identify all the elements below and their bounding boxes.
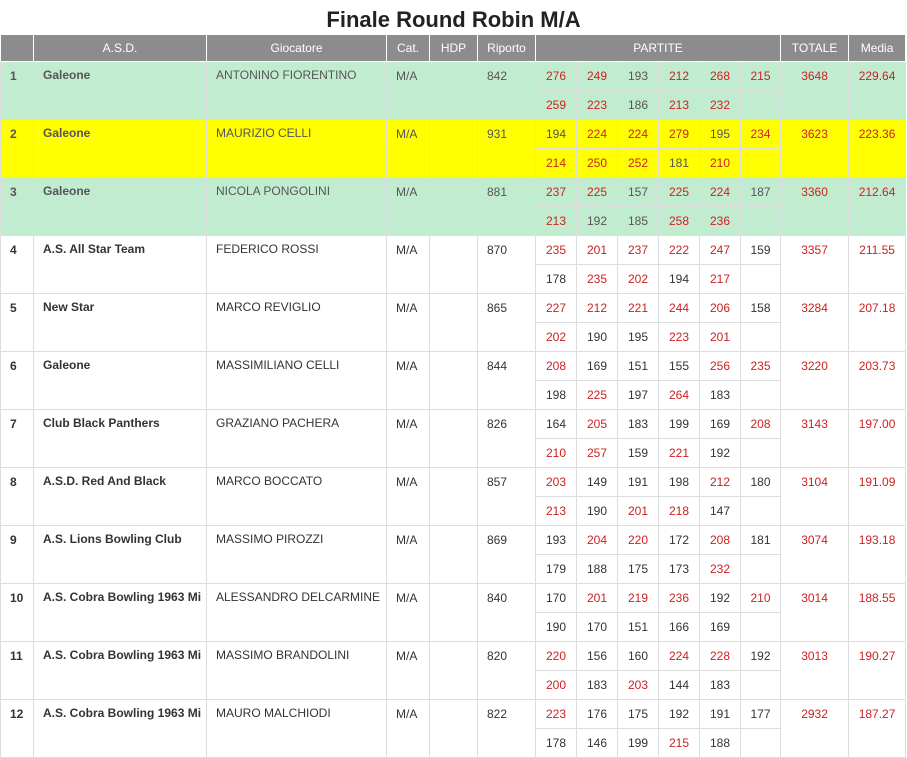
position-cell: 7 [1, 410, 34, 468]
riporto-cell: 844 [478, 352, 536, 410]
game-score-cell: 199 [659, 410, 700, 439]
game-score-cell: 170 [577, 613, 618, 642]
hdp-cell [430, 62, 478, 120]
game-score-cell: 222 [659, 236, 700, 265]
club-cell: Club Black Panthers [34, 410, 207, 468]
header-asd: A.S.D. [34, 35, 207, 62]
club-cell: Galeone [34, 178, 207, 236]
header-hdp: HDP [430, 35, 478, 62]
game-score-cell: 212 [577, 294, 618, 323]
game-score-cell: 258 [659, 207, 700, 236]
category-cell: M/A [387, 468, 430, 526]
game-score-cell: 147 [700, 497, 741, 526]
club-cell: A.S. Cobra Bowling 1963 Mi [34, 642, 207, 700]
header-giocatore: Giocatore [207, 35, 387, 62]
player-cell: GRAZIANO PACHERA [207, 410, 387, 468]
riporto-cell: 842 [478, 62, 536, 120]
game-score-cell: 208 [700, 526, 741, 555]
empty-score-cell [741, 149, 781, 178]
game-score-cell: 235 [536, 236, 577, 265]
game-score-cell: 159 [618, 439, 659, 468]
game-score-cell: 190 [536, 613, 577, 642]
game-score-cell: 212 [659, 62, 700, 91]
game-score-cell: 220 [536, 642, 577, 671]
game-score-cell: 237 [536, 178, 577, 207]
average-cell: 187.27 [849, 700, 906, 758]
empty-score-cell [741, 381, 781, 410]
game-score-cell: 217 [700, 265, 741, 294]
hdp-cell [430, 468, 478, 526]
game-score-cell: 192 [741, 642, 781, 671]
game-score-cell: 219 [618, 584, 659, 613]
club-cell: Galeone [34, 352, 207, 410]
game-score-cell: 237 [618, 236, 659, 265]
header-partite: PARTITE [536, 35, 781, 62]
game-score-cell: 201 [577, 584, 618, 613]
game-score-cell: 247 [700, 236, 741, 265]
game-score-cell: 187 [741, 178, 781, 207]
game-score-cell: 201 [700, 323, 741, 352]
riporto-cell: 931 [478, 120, 536, 178]
player-cell: ANTONINO FIORENTINO [207, 62, 387, 120]
category-cell: M/A [387, 62, 430, 120]
game-score-cell: 188 [577, 555, 618, 584]
game-score-cell: 155 [659, 352, 700, 381]
average-cell: 223.36 [849, 120, 906, 178]
game-score-cell: 220 [618, 526, 659, 555]
game-score-cell: 144 [659, 671, 700, 700]
game-score-cell: 235 [577, 265, 618, 294]
game-score-cell: 169 [700, 613, 741, 642]
game-score-cell: 183 [700, 671, 741, 700]
game-score-cell: 179 [536, 555, 577, 584]
position-cell: 9 [1, 526, 34, 584]
game-score-cell: 191 [700, 700, 741, 729]
total-cell: 3143 [781, 410, 849, 468]
game-score-cell: 264 [659, 381, 700, 410]
position-cell: 3 [1, 178, 34, 236]
hdp-cell [430, 584, 478, 642]
game-score-cell: 178 [536, 729, 577, 758]
average-cell: 193.18 [849, 526, 906, 584]
game-score-cell: 192 [700, 439, 741, 468]
empty-score-cell [741, 497, 781, 526]
average-cell: 212.64 [849, 178, 906, 236]
game-score-cell: 203 [536, 468, 577, 497]
hdp-cell [430, 120, 478, 178]
average-cell: 197.00 [849, 410, 906, 468]
empty-score-cell [741, 729, 781, 758]
game-score-cell: 172 [659, 526, 700, 555]
game-score-cell: 224 [659, 642, 700, 671]
game-score-cell: 213 [659, 91, 700, 120]
category-cell: M/A [387, 236, 430, 294]
game-score-cell: 195 [618, 323, 659, 352]
game-score-cell: 236 [659, 584, 700, 613]
game-score-cell: 227 [536, 294, 577, 323]
empty-score-cell [741, 439, 781, 468]
club-cell: A.S. Cobra Bowling 1963 Mi [34, 584, 207, 642]
position-cell: 8 [1, 468, 34, 526]
game-score-cell: 203 [618, 671, 659, 700]
game-score-cell: 252 [618, 149, 659, 178]
game-score-cell: 173 [659, 555, 700, 584]
category-cell: M/A [387, 294, 430, 352]
game-score-cell: 225 [659, 178, 700, 207]
game-score-cell: 256 [700, 352, 741, 381]
player-cell: MASSIMO BRANDOLINI [207, 642, 387, 700]
game-score-cell: 149 [577, 468, 618, 497]
position-cell: 2 [1, 120, 34, 178]
empty-score-cell [741, 613, 781, 642]
riporto-cell: 870 [478, 236, 536, 294]
hdp-cell [430, 294, 478, 352]
empty-score-cell [741, 265, 781, 294]
category-cell: M/A [387, 700, 430, 758]
game-score-cell: 198 [536, 381, 577, 410]
club-cell: New Star [34, 294, 207, 352]
table-row [1, 642, 906, 671]
total-cell: 3284 [781, 294, 849, 352]
game-score-cell: 157 [618, 178, 659, 207]
game-score-cell: 206 [700, 294, 741, 323]
game-score-cell: 193 [618, 62, 659, 91]
game-score-cell: 188 [700, 729, 741, 758]
position-cell: 4 [1, 236, 34, 294]
game-score-cell: 193 [536, 526, 577, 555]
game-score-cell: 210 [741, 584, 781, 613]
game-score-cell: 212 [700, 468, 741, 497]
empty-score-cell [741, 671, 781, 700]
game-score-cell: 198 [659, 468, 700, 497]
game-score-cell: 234 [741, 120, 781, 149]
average-cell: 190.27 [849, 642, 906, 700]
game-score-cell: 202 [618, 265, 659, 294]
game-score-cell: 181 [741, 526, 781, 555]
game-score-cell: 210 [700, 149, 741, 178]
table-row [1, 410, 906, 439]
game-score-cell: 202 [536, 323, 577, 352]
hdp-cell [430, 642, 478, 700]
game-score-cell: 186 [618, 91, 659, 120]
game-score-cell: 197 [618, 381, 659, 410]
game-score-cell: 169 [577, 352, 618, 381]
riporto-cell: 881 [478, 178, 536, 236]
average-cell: 191.09 [849, 468, 906, 526]
game-score-cell: 276 [536, 62, 577, 91]
game-score-cell: 213 [536, 497, 577, 526]
game-score-cell: 181 [659, 149, 700, 178]
riporto-cell: 826 [478, 410, 536, 468]
category-cell: M/A [387, 120, 430, 178]
game-score-cell: 268 [700, 62, 741, 91]
standings-table [0, 34, 906, 758]
game-score-cell: 224 [700, 178, 741, 207]
game-score-cell: 257 [577, 439, 618, 468]
riporto-cell: 822 [478, 700, 536, 758]
category-cell: M/A [387, 584, 430, 642]
game-score-cell: 191 [618, 468, 659, 497]
average-cell: 229.64 [849, 62, 906, 120]
game-score-cell: 214 [536, 149, 577, 178]
empty-score-cell [741, 207, 781, 236]
game-score-cell: 190 [577, 323, 618, 352]
total-cell: 3360 [781, 178, 849, 236]
average-cell: 207.18 [849, 294, 906, 352]
game-score-cell: 201 [618, 497, 659, 526]
game-score-cell: 195 [700, 120, 741, 149]
game-score-cell: 218 [659, 497, 700, 526]
total-cell: 3648 [781, 62, 849, 120]
game-score-cell: 146 [577, 729, 618, 758]
game-score-cell: 221 [659, 439, 700, 468]
table-row [1, 700, 906, 729]
club-cell: Galeone [34, 120, 207, 178]
game-score-cell: 151 [618, 613, 659, 642]
category-cell: M/A [387, 410, 430, 468]
game-score-cell: 177 [741, 700, 781, 729]
club-cell: Galeone [34, 62, 207, 120]
game-score-cell: 166 [659, 613, 700, 642]
table-row [1, 352, 906, 381]
riporto-cell: 869 [478, 526, 536, 584]
player-cell: MARCO REVIGLIO [207, 294, 387, 352]
game-score-cell: 183 [618, 410, 659, 439]
game-score-cell: 205 [577, 410, 618, 439]
hdp-cell [430, 700, 478, 758]
game-score-cell: 204 [577, 526, 618, 555]
header-pos [1, 35, 34, 62]
hdp-cell [430, 410, 478, 468]
game-score-cell: 192 [577, 207, 618, 236]
game-score-cell: 183 [577, 671, 618, 700]
average-cell: 203.73 [849, 352, 906, 410]
game-score-cell: 200 [536, 671, 577, 700]
game-score-cell: 192 [700, 584, 741, 613]
club-cell: A.S. All Star Team [34, 236, 207, 294]
average-cell: 188.55 [849, 584, 906, 642]
player-cell: NICOLA PONGOLINI [207, 178, 387, 236]
total-cell: 3220 [781, 352, 849, 410]
game-score-cell: 194 [536, 120, 577, 149]
empty-score-cell [741, 91, 781, 120]
position-cell: 1 [1, 62, 34, 120]
game-score-cell: 279 [659, 120, 700, 149]
game-score-cell: 159 [741, 236, 781, 265]
game-score-cell: 199 [618, 729, 659, 758]
total-cell: 3013 [781, 642, 849, 700]
table-row [1, 584, 906, 613]
total-cell: 3357 [781, 236, 849, 294]
game-score-cell: 236 [700, 207, 741, 236]
game-score-cell: 224 [618, 120, 659, 149]
riporto-cell: 820 [478, 642, 536, 700]
table-row [1, 178, 906, 207]
player-cell: MASSIMILIANO CELLI [207, 352, 387, 410]
game-score-cell: 151 [618, 352, 659, 381]
position-cell: 12 [1, 700, 34, 758]
game-score-cell: 185 [618, 207, 659, 236]
game-score-cell: 221 [618, 294, 659, 323]
game-score-cell: 224 [577, 120, 618, 149]
total-cell: 3014 [781, 584, 849, 642]
game-score-cell: 235 [741, 352, 781, 381]
game-score-cell: 223 [577, 91, 618, 120]
game-score-cell: 210 [536, 439, 577, 468]
table-row [1, 120, 906, 149]
game-score-cell: 175 [618, 700, 659, 729]
category-cell: M/A [387, 642, 430, 700]
game-score-cell: 158 [741, 294, 781, 323]
position-cell: 11 [1, 642, 34, 700]
position-cell: 5 [1, 294, 34, 352]
header-totale: TOTALE [781, 35, 849, 62]
game-score-cell: 225 [577, 178, 618, 207]
game-score-cell: 213 [536, 207, 577, 236]
player-cell: MAURO MALCHIODI [207, 700, 387, 758]
game-score-cell: 232 [700, 91, 741, 120]
game-score-cell: 215 [659, 729, 700, 758]
player-cell: MAURIZIO CELLI [207, 120, 387, 178]
game-score-cell: 223 [659, 323, 700, 352]
game-score-cell: 194 [659, 265, 700, 294]
game-score-cell: 208 [536, 352, 577, 381]
game-score-cell: 232 [700, 555, 741, 584]
position-cell: 6 [1, 352, 34, 410]
riporto-cell: 840 [478, 584, 536, 642]
game-score-cell: 249 [577, 62, 618, 91]
player-cell: MARCO BOCCATO [207, 468, 387, 526]
header-media: Media [849, 35, 906, 62]
game-score-cell: 183 [700, 381, 741, 410]
player-cell: ALESSANDRO DELCARMINE [207, 584, 387, 642]
hdp-cell [430, 236, 478, 294]
club-cell: A.S. Cobra Bowling 1963 Mi [34, 700, 207, 758]
game-score-cell: 223 [536, 700, 577, 729]
game-score-cell: 190 [577, 497, 618, 526]
game-score-cell: 259 [536, 91, 577, 120]
hdp-cell [430, 526, 478, 584]
game-score-cell: 175 [618, 555, 659, 584]
game-score-cell: 244 [659, 294, 700, 323]
player-cell: FEDERICO ROSSI [207, 236, 387, 294]
game-score-cell: 192 [659, 700, 700, 729]
table-row [1, 526, 906, 555]
empty-score-cell [741, 555, 781, 584]
table-row [1, 468, 906, 497]
category-cell: M/A [387, 352, 430, 410]
riporto-cell: 865 [478, 294, 536, 352]
total-cell: 3104 [781, 468, 849, 526]
game-score-cell: 164 [536, 410, 577, 439]
empty-score-cell [741, 323, 781, 352]
position-cell: 10 [1, 584, 34, 642]
header-row [1, 35, 906, 62]
header-riporto: Riporto [478, 35, 536, 62]
game-score-cell: 201 [577, 236, 618, 265]
table-row [1, 236, 906, 265]
game-score-cell: 228 [700, 642, 741, 671]
total-cell: 3074 [781, 526, 849, 584]
riporto-cell: 857 [478, 468, 536, 526]
player-cell: MASSIMO PIROZZI [207, 526, 387, 584]
game-score-cell: 215 [741, 62, 781, 91]
game-score-cell: 169 [700, 410, 741, 439]
game-score-cell: 178 [536, 265, 577, 294]
page-title: Finale Round Robin M/A [326, 7, 581, 32]
total-cell: 3623 [781, 120, 849, 178]
game-score-cell: 176 [577, 700, 618, 729]
game-score-cell: 156 [577, 642, 618, 671]
table-row [1, 62, 906, 91]
average-cell: 211.55 [849, 236, 906, 294]
game-score-cell: 208 [741, 410, 781, 439]
hdp-cell [430, 178, 478, 236]
club-cell: A.S.D. Red And Black [34, 468, 207, 526]
club-cell: A.S. Lions Bowling Club [34, 526, 207, 584]
game-score-cell: 160 [618, 642, 659, 671]
game-score-cell: 180 [741, 468, 781, 497]
game-score-cell: 225 [577, 381, 618, 410]
game-score-cell: 170 [536, 584, 577, 613]
header-cat: Cat. [387, 35, 430, 62]
game-score-cell: 250 [577, 149, 618, 178]
table-row [1, 294, 906, 323]
category-cell: M/A [387, 178, 430, 236]
hdp-cell [430, 352, 478, 410]
category-cell: M/A [387, 526, 430, 584]
total-cell: 2932 [781, 700, 849, 758]
